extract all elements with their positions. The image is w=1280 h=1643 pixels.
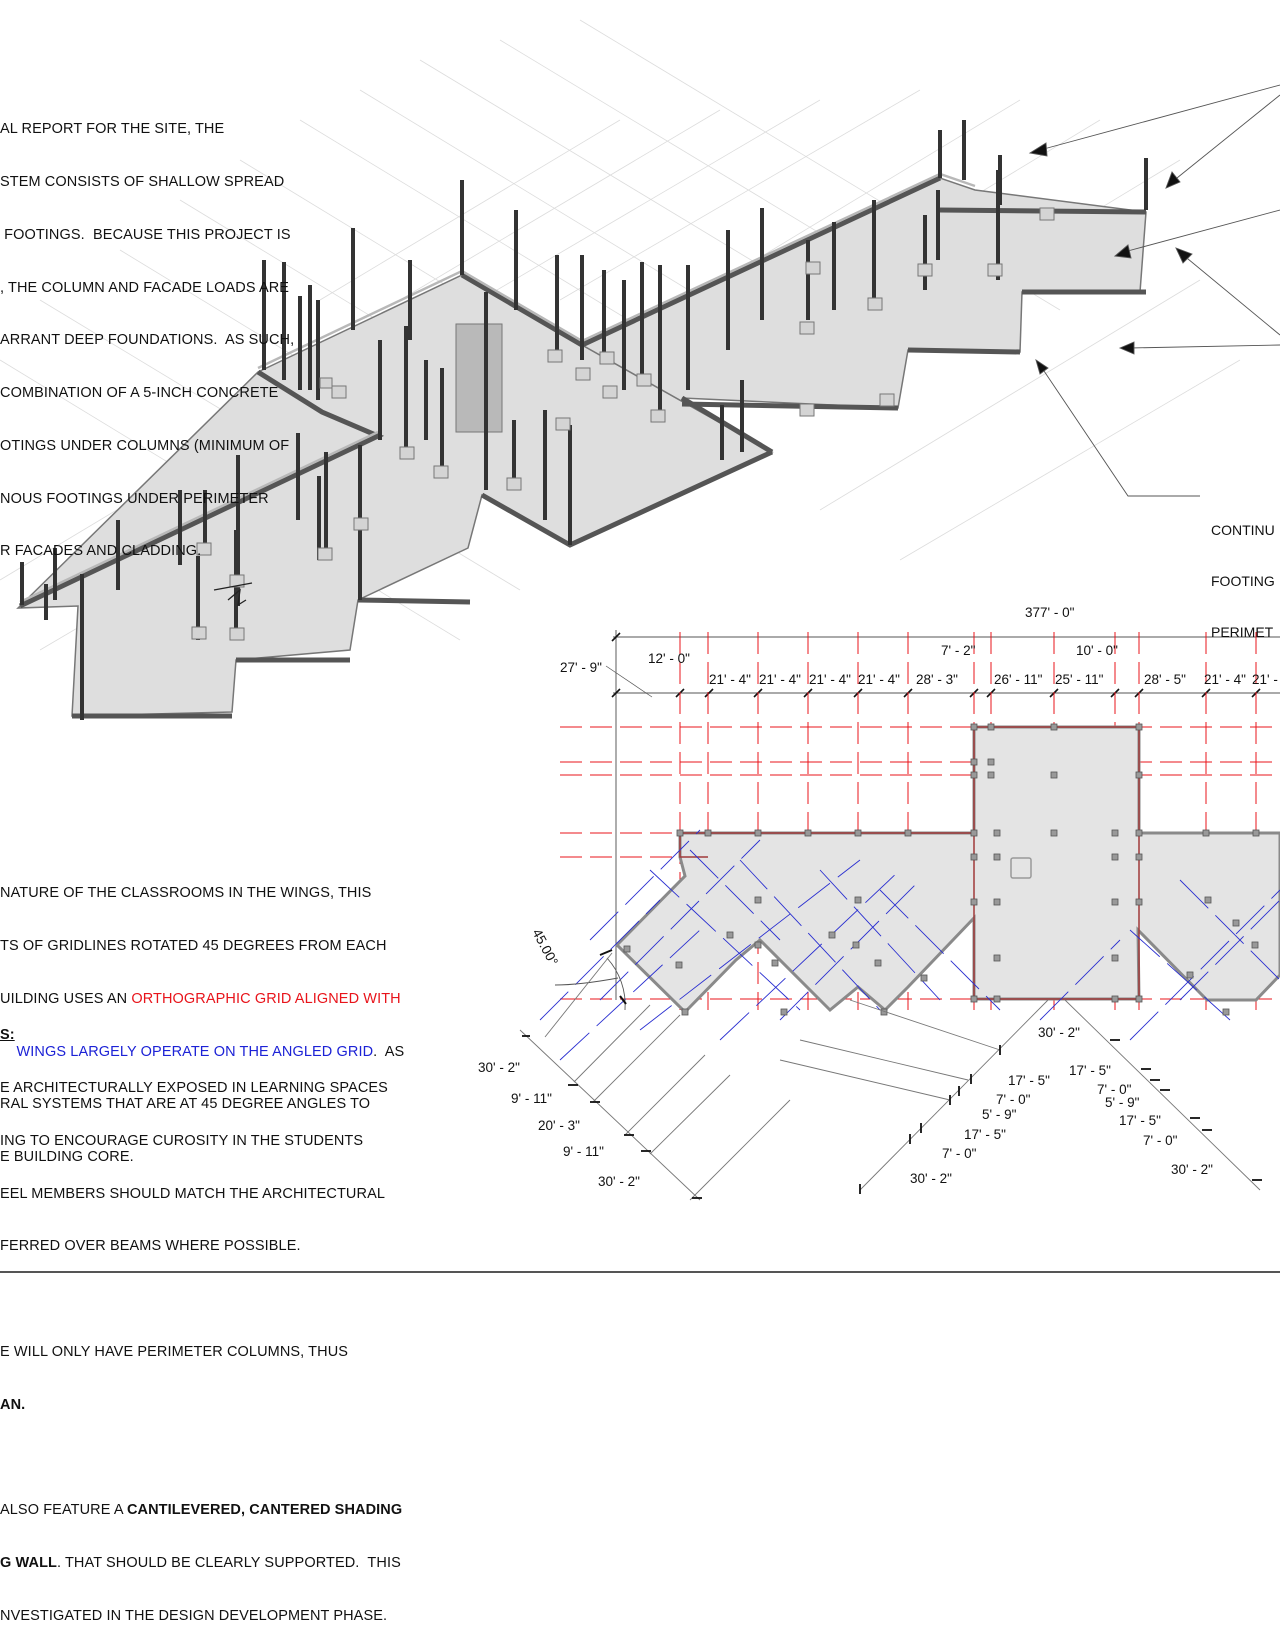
dim-angle-45: 45.00° — [529, 926, 561, 969]
dim-left-0: 30' - 2" — [478, 1060, 520, 1075]
callout-line: PERIMET — [1211, 624, 1274, 640]
dim-right-3: 17' - 5" — [1119, 1113, 1161, 1128]
iso-core-volume — [456, 324, 502, 432]
foundation-line: AL REPORT FOR THE SITE, THE — [0, 121, 225, 138]
angled-grid-highlight: WINGS LARGELY OPERATE ON THE ANGLED GRID — [16, 1043, 374, 1060]
considerations-line: E WILL ONLY HAVE PERIMETER COLUMNS, THUS — [0, 1343, 349, 1360]
foundation-line: STEM CONSISTS OF SHALLOW SPREAD — [0, 173, 285, 190]
dim-top-lower-6: 25' - 11" — [1055, 672, 1104, 687]
foundation-line: ARRANT DEEP FOUNDATIONS. AS SUCH, — [0, 332, 295, 349]
foundation-narrative — [0, 86, 294, 579]
dim-mid-0: 30' - 2" — [1038, 1025, 1080, 1040]
foundation-line: FOOTINGS. BECAUSE THIS PROJECT IS — [0, 226, 291, 243]
grid-line: NATURE OF THE CLASSROOMS IN THE WINGS, THIS — [0, 885, 372, 902]
grid-line: RAL SYSTEMS THAT ARE AT 45 DEGREE ANGLES TO — [0, 1096, 371, 1113]
considerations-line: AN. — [0, 1396, 26, 1413]
dim-top-lower-2: 21' - 4" — [809, 672, 851, 687]
dim-left-4: 30' - 2" — [598, 1174, 640, 1189]
plan-slab — [617, 727, 1280, 1012]
dim-left-1: 9' - 11" — [511, 1091, 552, 1106]
dim-left-3: 9' - 11" — [563, 1144, 604, 1159]
dim-top-lower-8: 21' - 4" — [1204, 672, 1246, 687]
dim-top-lower-0: 21' - 4" — [709, 672, 751, 687]
continuous-footing-callout — [1211, 488, 1275, 658]
spacer — [0, 1449, 402, 1467]
dim-right-0: 17' - 5" — [1069, 1063, 1111, 1078]
considerations-line — [0, 1502, 402, 1520]
dim-top-lower-5: 26' - 11" — [994, 672, 1043, 687]
callout-line: CONTINU — [1211, 522, 1275, 538]
spacer — [0, 1291, 402, 1309]
considerations-emphasis: CANTILEVERED, CANTERED SHADING — [126, 1502, 403, 1519]
dim-top-lower-1: 21' - 4" — [759, 672, 801, 687]
considerations-line: E ARCHITECTURALLY EXPOSED IN LEARNING SPACES — [0, 1079, 388, 1096]
dim-overall: 377' - 0" — [1025, 605, 1075, 620]
considerations-line: EEL MEMBERS SHOULD MATCH THE ARCHITECTURAL — [0, 1185, 386, 1202]
foundation-line: COMBINATION OF A 5-INCH CONCRETE — [0, 385, 279, 402]
dim-mid-2: 7' - 0" — [996, 1092, 1031, 1107]
dim-mid-6: 30' - 2" — [910, 1171, 952, 1186]
dim-top-lower-3: 21' - 4" — [858, 672, 900, 687]
dim-top-upper-0: 12' - 0" — [648, 651, 690, 666]
grid-line: E BUILDING CORE. — [0, 1149, 134, 1166]
dim-top-lower-9: 21' - — [1252, 672, 1278, 687]
grid-line: TS OF GRIDLINES ROTATED 45 DEGREES FROM EACH — [0, 937, 387, 954]
considerations-text: ALSO FEATURE A — [0, 1502, 127, 1519]
considerations-line: FERRED OVER BEAMS WHERE POSSIBLE. — [0, 1238, 301, 1255]
foundation-line: OTINGS UNDER COLUMNS (MINIMUM OF — [0, 437, 290, 454]
dim-left-2: 20' - 3" — [538, 1118, 580, 1133]
dim-right-4: 7' - 0" — [1143, 1133, 1178, 1148]
considerations-line — [0, 1555, 402, 1573]
dim-top-lower-7: 28' - 5" — [1144, 672, 1186, 687]
dim-mid-5: 7' - 0" — [942, 1146, 977, 1161]
dim-left-offset: 27' - 9" — [560, 660, 602, 675]
dim-top-upper-1: 7' - 2" — [941, 643, 976, 658]
dim-mid-4: 17' - 5" — [964, 1127, 1006, 1142]
foundation-line: NOUS FOOTINGS UNDER PERIMETER — [0, 490, 269, 507]
grid-text: UILDING USES AN — [0, 990, 132, 1007]
dim-mid-1: 17' - 5" — [1008, 1073, 1050, 1088]
orthographic-grid-highlight: ORTHOGRAPHIC GRID ALIGNED WITH — [131, 990, 401, 1007]
dim-mid-3: 5' - 9" — [982, 1107, 1017, 1122]
dim-right-1: 7' - 0" — [1097, 1082, 1132, 1097]
dim-top-upper-2: 10' - 0" — [1076, 643, 1118, 658]
considerations-emphasis: G WALL — [0, 1555, 57, 1571]
grid-text: . AS — [373, 1043, 405, 1060]
considerations-heading: S: — [0, 1027, 15, 1044]
callout-line: FOOTING — [1211, 573, 1275, 589]
considerations-line: NVESTIGATED IN THE DESIGN DEVELOPMENT PHASE. — [0, 1607, 388, 1624]
dim-right-2: 5' - 9" — [1105, 1095, 1140, 1110]
plan-dim-ticks — [612, 633, 1260, 697]
foundation-line: R FACADES AND CLADDING. — [0, 543, 202, 560]
dim-top-lower-4: 28' - 3" — [916, 672, 958, 687]
left-wing-dimension-string — [520, 953, 790, 1200]
considerations-text: . THAT SHOULD BE CLEARLY SUPPORTED. THIS — [56, 1555, 401, 1571]
sheet-border — [0, 1271, 1280, 1273]
dim-right-5: 30' - 2" — [1171, 1162, 1213, 1177]
considerations-line: ING TO ENCOURAGE CUROSITY IN THE STUDENTS — [0, 1132, 364, 1149]
considerations-narrative — [0, 992, 405, 1643]
foundation-line: , THE COLUMN AND FACADE LOADS ARE — [0, 279, 290, 296]
